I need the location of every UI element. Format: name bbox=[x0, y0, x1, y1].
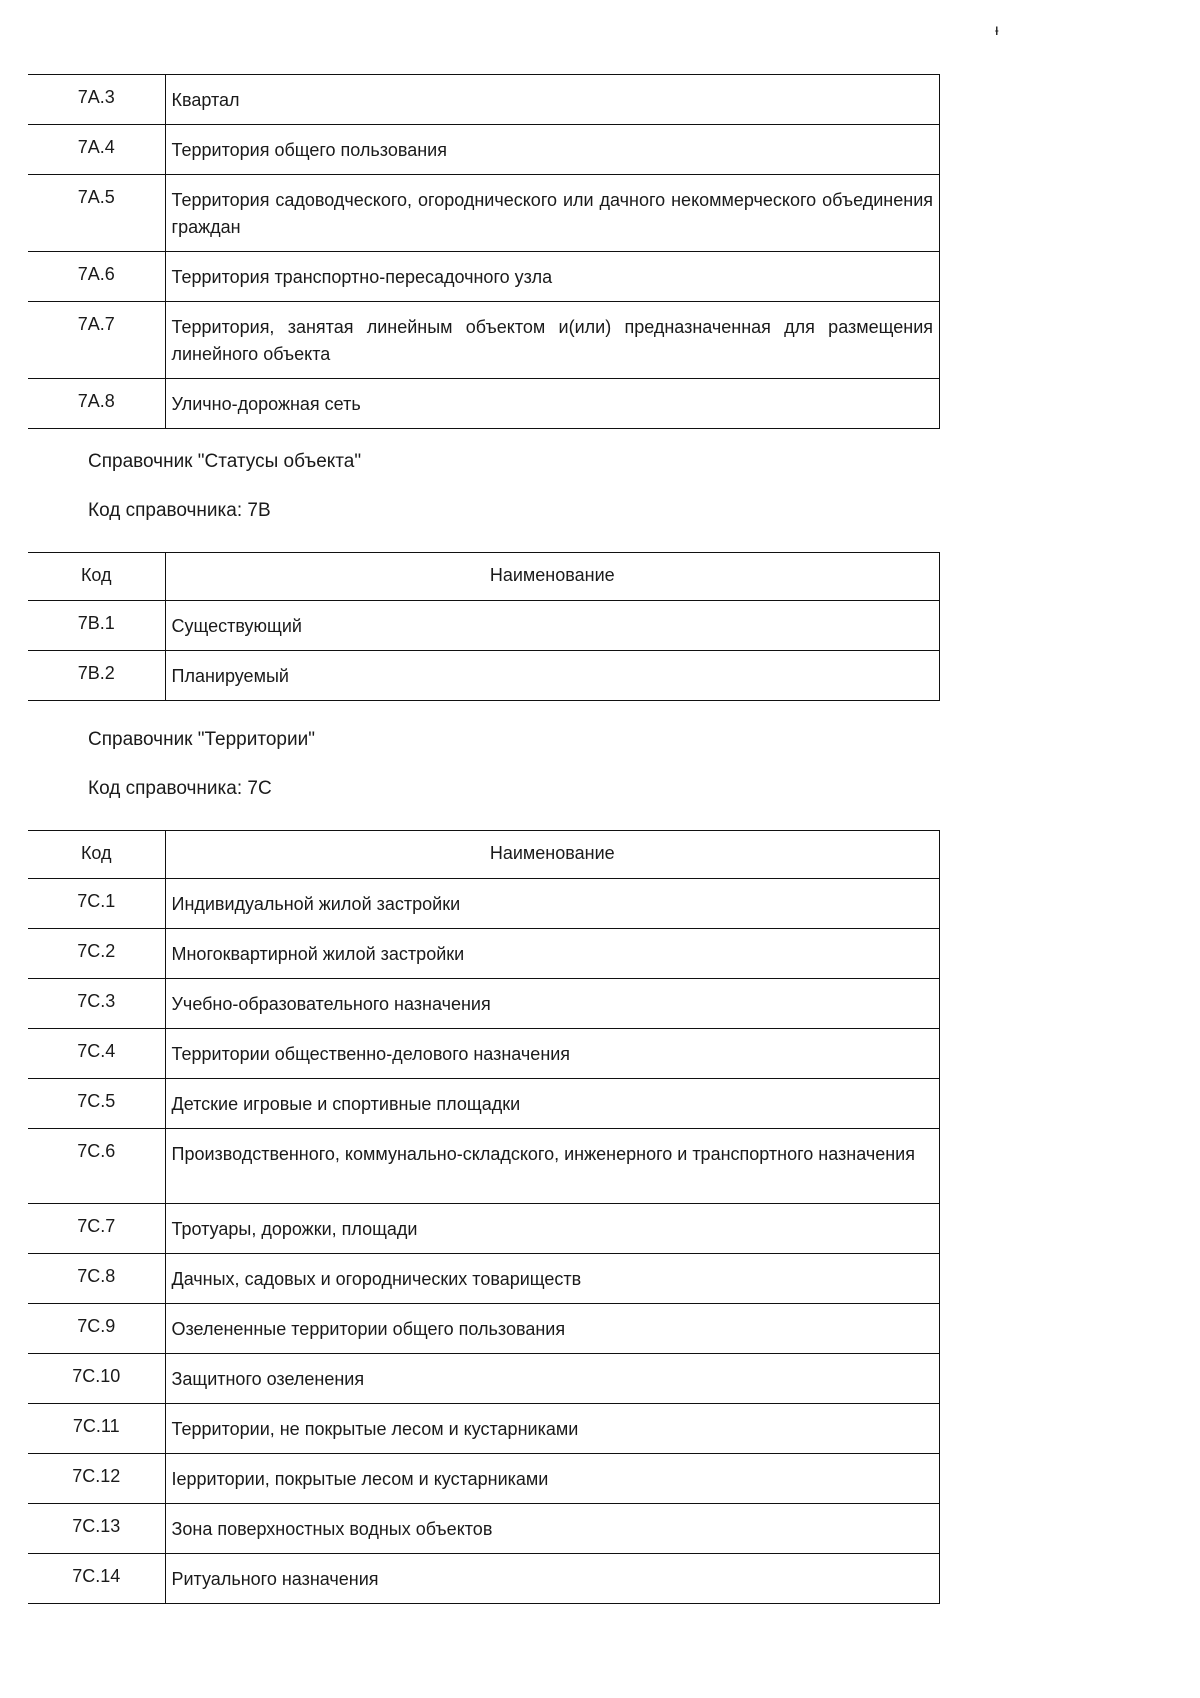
row-code: 7С.10 bbox=[28, 1354, 165, 1404]
table-row bbox=[28, 1454, 940, 1504]
table-row bbox=[28, 125, 940, 175]
header-code: Код bbox=[28, 831, 165, 879]
row-name: Планируемый bbox=[165, 651, 940, 701]
table-row bbox=[28, 175, 940, 252]
header-name: Наименование bbox=[165, 553, 940, 601]
row-name: Производственного, коммунально-складского, инженерного и транспортного назначения bbox=[165, 1129, 940, 1204]
table-row bbox=[28, 1254, 940, 1304]
row-code: 7С.14 bbox=[28, 1554, 165, 1604]
table-row bbox=[28, 252, 940, 302]
row-name: Зона поверхностных водных объектов bbox=[165, 1504, 940, 1554]
row-code: 7С.1 bbox=[28, 879, 165, 929]
row-code: 7А.5 bbox=[28, 175, 165, 252]
row-code: 7С.8 bbox=[28, 1254, 165, 1304]
row-name: Территория транспортно-пересадочного узла bbox=[165, 252, 940, 302]
row-code: 7С.5 bbox=[28, 1079, 165, 1129]
row-name: Многоквартирной жилой застройки bbox=[165, 929, 940, 979]
table-7b bbox=[28, 552, 940, 701]
table-row bbox=[28, 651, 940, 701]
row-name: Озелененные территории общего пользования bbox=[165, 1304, 940, 1354]
row-name: Детские игровые и спортивные площадки bbox=[165, 1079, 940, 1129]
row-code: 7С.3 bbox=[28, 979, 165, 1029]
row-code: 7С.4 bbox=[28, 1029, 165, 1079]
table-row bbox=[28, 1204, 940, 1254]
row-name: Территория общего пользования bbox=[165, 125, 940, 175]
row-name: Индивидуальной жилой застройки bbox=[165, 879, 940, 929]
row-code: 7А.8 bbox=[28, 379, 165, 429]
page-mark: ᵼ bbox=[995, 22, 999, 39]
row-name: Территории общественно-делового назначения bbox=[165, 1029, 940, 1079]
section-7c-code-label: Код справочника: 7С bbox=[88, 778, 272, 799]
row-code: 7С.11 bbox=[28, 1404, 165, 1454]
table-row bbox=[28, 379, 940, 429]
row-code: 7А.4 bbox=[28, 125, 165, 175]
table-row bbox=[28, 879, 940, 929]
section-7b-code-label: Код справочника: 7В bbox=[88, 500, 271, 521]
table-row bbox=[28, 979, 940, 1029]
row-code: 7В.1 bbox=[28, 601, 165, 651]
row-code: 7С.2 bbox=[28, 929, 165, 979]
row-name: Территория, занятая линейным объектом и(или) предназначенная для размещения линейного объекта bbox=[165, 302, 940, 379]
row-name: Территории, не покрытые лесом и кустарниками bbox=[165, 1404, 940, 1454]
table-row bbox=[28, 1504, 940, 1554]
row-name: Iерритории, покрытые лесом и кустарниками bbox=[165, 1454, 940, 1504]
table-row bbox=[28, 1554, 940, 1604]
table-row bbox=[28, 1129, 940, 1204]
row-code: 7С.7 bbox=[28, 1204, 165, 1254]
table-header-row bbox=[28, 553, 940, 601]
row-code: 7С.13 bbox=[28, 1504, 165, 1554]
table-7a bbox=[28, 74, 940, 429]
row-name: Учебно-образовательного назначения bbox=[165, 979, 940, 1029]
table-row bbox=[28, 1079, 940, 1129]
table-row bbox=[28, 1029, 940, 1079]
header-name: Наименование bbox=[165, 831, 940, 879]
row-code: 7А.7 bbox=[28, 302, 165, 379]
table-row bbox=[28, 1304, 940, 1354]
row-code: 7В.2 bbox=[28, 651, 165, 701]
row-name: Квартал bbox=[165, 75, 940, 125]
table-row bbox=[28, 1354, 940, 1404]
section-7c-title: Справочник "Территории" bbox=[88, 729, 315, 750]
row-code: 7А.6 bbox=[28, 252, 165, 302]
table-row bbox=[28, 302, 940, 379]
row-code: 7С.12 bbox=[28, 1454, 165, 1504]
row-code: 7А.3 bbox=[28, 75, 165, 125]
table-7c bbox=[28, 830, 940, 1604]
row-name: Ритуального назначения bbox=[165, 1554, 940, 1604]
table-row bbox=[28, 929, 940, 979]
row-code: 7С.9 bbox=[28, 1304, 165, 1354]
table-row bbox=[28, 601, 940, 651]
row-name: Существующий bbox=[165, 601, 940, 651]
section-7b-title: Справочник "Статусы объекта" bbox=[88, 451, 362, 472]
table-row bbox=[28, 75, 940, 125]
header-code: Код bbox=[28, 553, 165, 601]
row-name: Тротуары, дорожки, площади bbox=[165, 1204, 940, 1254]
row-name: Дачных, садовых и огороднических товариществ bbox=[165, 1254, 940, 1304]
table-row bbox=[28, 1404, 940, 1454]
table-header-row bbox=[28, 831, 940, 879]
row-code: 7С.6 bbox=[28, 1129, 165, 1204]
row-name: Защитного озеленения bbox=[165, 1354, 940, 1404]
row-name: Территория садоводческого, огороднического или дачного некоммерческого объединения граждан bbox=[165, 175, 940, 252]
row-name: Улично-дорожная сеть bbox=[165, 379, 940, 429]
